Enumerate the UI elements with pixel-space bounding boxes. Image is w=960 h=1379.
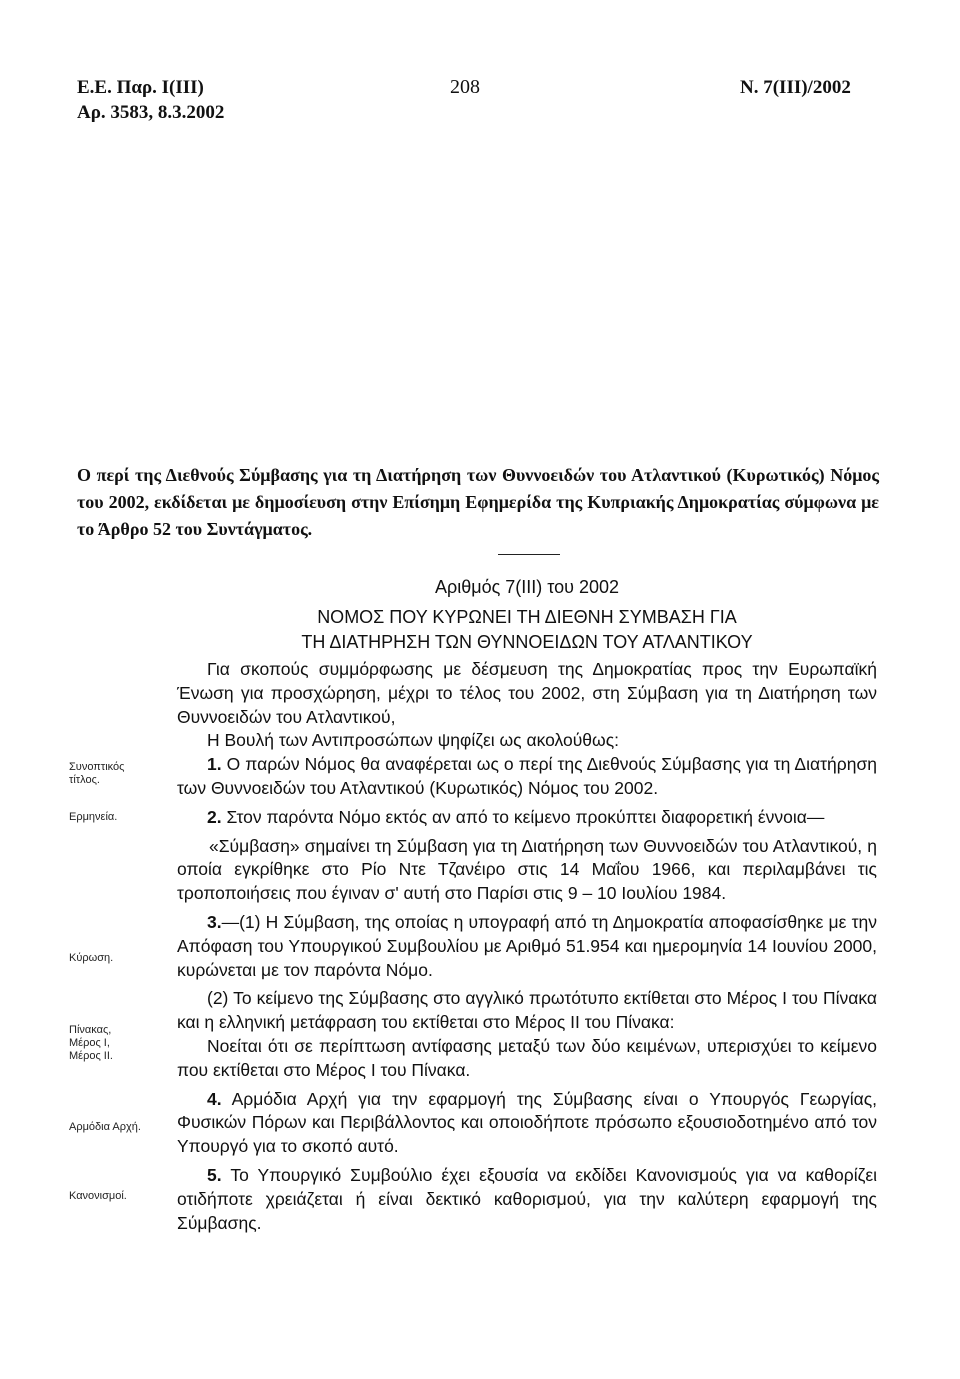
section-4 — [177, 1088, 877, 1159]
law-body — [177, 658, 877, 1235]
section-4-number: 4. — [207, 1088, 222, 1109]
section-3-text: —(1) Η Σύμβαση, της οποίας η υπογραφή από τη Δημοκρατία αποφασίσθηκε με την Απόφαση του Υπουργικού Συμβουλίου με Αριθμό 51.954 και ημερομηνία 14 Ιουνίου 2000, κυρώνεται με τον παρόντα Νόμο. — [177, 911, 877, 980]
gazette-reference — [77, 75, 224, 125]
separator-rule — [498, 554, 560, 555]
section-3-subsection-2: (2) Το κείμενο της Σύμβασης στο αγγλικό πρωτότυπο εκτίθεται στο Μέρος Ι του Πίνακα και η ελληνική μετάφραση του εκτίθεται στο Μέρος ΙΙ του Πίνακα: — [177, 988, 877, 1033]
section-1 — [177, 753, 877, 801]
law-title-line-1: ΝΟΜΟΣ ΠΟΥ ΚΥΡΩΝΕΙ ΤΗ ΔΙΕΘΝΗ ΣΥΜΒΑΣΗ ΓΙΑ — [317, 607, 737, 627]
section-3-proviso: Νοείται ότι σε περίπτωση αντίφασης μεταξύ των δύο κειμένων, υπερισχύει το κείμενο που εκτίθεται στο Μέρος Ι του Πίνακα. — [177, 1035, 877, 1080]
section-5-text: Το Υπουργικό Συμβούλιο έχει εξουσία να εκδίδει Κανονισμούς για να καθορίζει οτιδήποτε χρειάζεται ή είναι δεκτικό καθορισμού, για την καλύτερη εφαρμογή της Σύμβασης. — [177, 1164, 878, 1233]
margin-note-short-title-line-1: Συνοπτικός — [69, 761, 125, 773]
law-number: Αριθμός 7(ΙΙΙ) του 2002 — [434, 577, 620, 597]
margin-note-schedule-line-1: Πίνακας, — [69, 1024, 112, 1036]
margin-note-short-title — [69, 761, 169, 787]
enactment-formula: Η Βουλή των Αντιπροσώπων ψηφίζει ως ακολούθως: — [207, 730, 619, 751]
section-5 — [177, 1164, 877, 1235]
law-reference: Ν. 7(ΙΙΙ)/2002 — [740, 77, 851, 98]
margin-note-short-title-line-2: τίτλος. — [69, 774, 100, 786]
law-title — [177, 605, 877, 655]
gazette-number-date: Αρ. 3583, 8.3.2002 — [77, 102, 225, 123]
section-4-text: Αρμόδια Αρχή για την εφαρμογή της Σύμβασης είναι ο Υπουργός Γεωργίας, Φυσικών Πόρων και Περιβάλλοντος και οποιοδήποτε πρόσωπο εξουσιοδοτημένο από τον Υπουργό για το σκοπό αυτό. — [177, 1088, 877, 1157]
law-title-line-2: ΤΗ ΔΙΑΤΗΡΗΣΗ ΤΩΝ ΘΥΝΝΟΕΙΔΩΝ ΤΟΥ ΑΤΛΑΝΤΙΚΟΥ — [301, 632, 753, 652]
section-2 — [177, 806, 877, 830]
section-5-number: 5. — [207, 1164, 222, 1185]
gazette-issue: Ε.Ε. Παρ. Ι(ΙΙΙ) — [77, 77, 204, 98]
section-1-text: Ο παρών Νόμος θα αναφέρεται ως ο περί της Διεθνούς Σύμβασης για τη Διατήρηση των Θυννοειδών του Ατλαντικού (Κυρωτικός) Νόμος του 2002. — [177, 754, 877, 798]
margin-note-ratification: Κύρωση. — [69, 952, 114, 964]
margin-note-schedule-line-2: Μέρος Ι, — [69, 1037, 110, 1049]
section-3-number: 3. — [207, 911, 222, 932]
section-3 — [177, 911, 877, 982]
section-2-number: 2. — [207, 806, 222, 827]
page-number: 208 — [450, 76, 480, 98]
margin-note-interpretation: Ερμηνεία. — [69, 811, 118, 823]
margin-note-schedule-line-3: Μέρος ΙΙ. — [69, 1050, 113, 1062]
publication-notice: Ο περί της Διεθνούς Σύμβασης για τη Διατήρηση των Θυννοειδών του Ατλαντικού (Κυρωτικός) Νόμος του 2002, εκδίδεται με δημοσίευση στην Επίσημη Εφημερίδα της Κυπριακής Δημοκρατίας σύμφωνα με το Άρθρο 52 του Συντάγματος. — [77, 465, 879, 539]
margin-note-regulations: Κανονισμοί. — [69, 1190, 127, 1202]
margin-note-schedule — [69, 1024, 169, 1063]
margin-note-competent-authority: Αρμόδια Αρχή. — [69, 1121, 141, 1133]
section-2-definition: «Σύμβαση» σημαίνει τη Σύμβαση για τη Διατήρηση των Θυννοειδών του Ατλαντικού, η οποία εγκρίθηκε στο Ρίο Ντε Τζανέιρο στις 14 Μαΐου 1966, και περιλαμβάνει τις τροποποιήσεις που έγιναν σ' αυτή στο Παρίσι στις 9 – 10 Ιουλίου 1984. — [177, 835, 877, 904]
section-1-number: 1. — [207, 754, 222, 775]
preamble: Για σκοπούς συμμόρφωσης με δέσμευση της Δημοκρατίας προς την Ευρωπαϊκή Ένωση για προσχώρηση, μέχρι το τέλος του 2002, στη Σύμβαση για τη Διατήρηση των Θυννοειδών του Ατλαντικού, — [177, 659, 877, 727]
section-2-text: Στον παρόντα Νόμο εκτός αν από το κείμενο προκύπτει διαφορετική έννοια— — [226, 806, 825, 827]
